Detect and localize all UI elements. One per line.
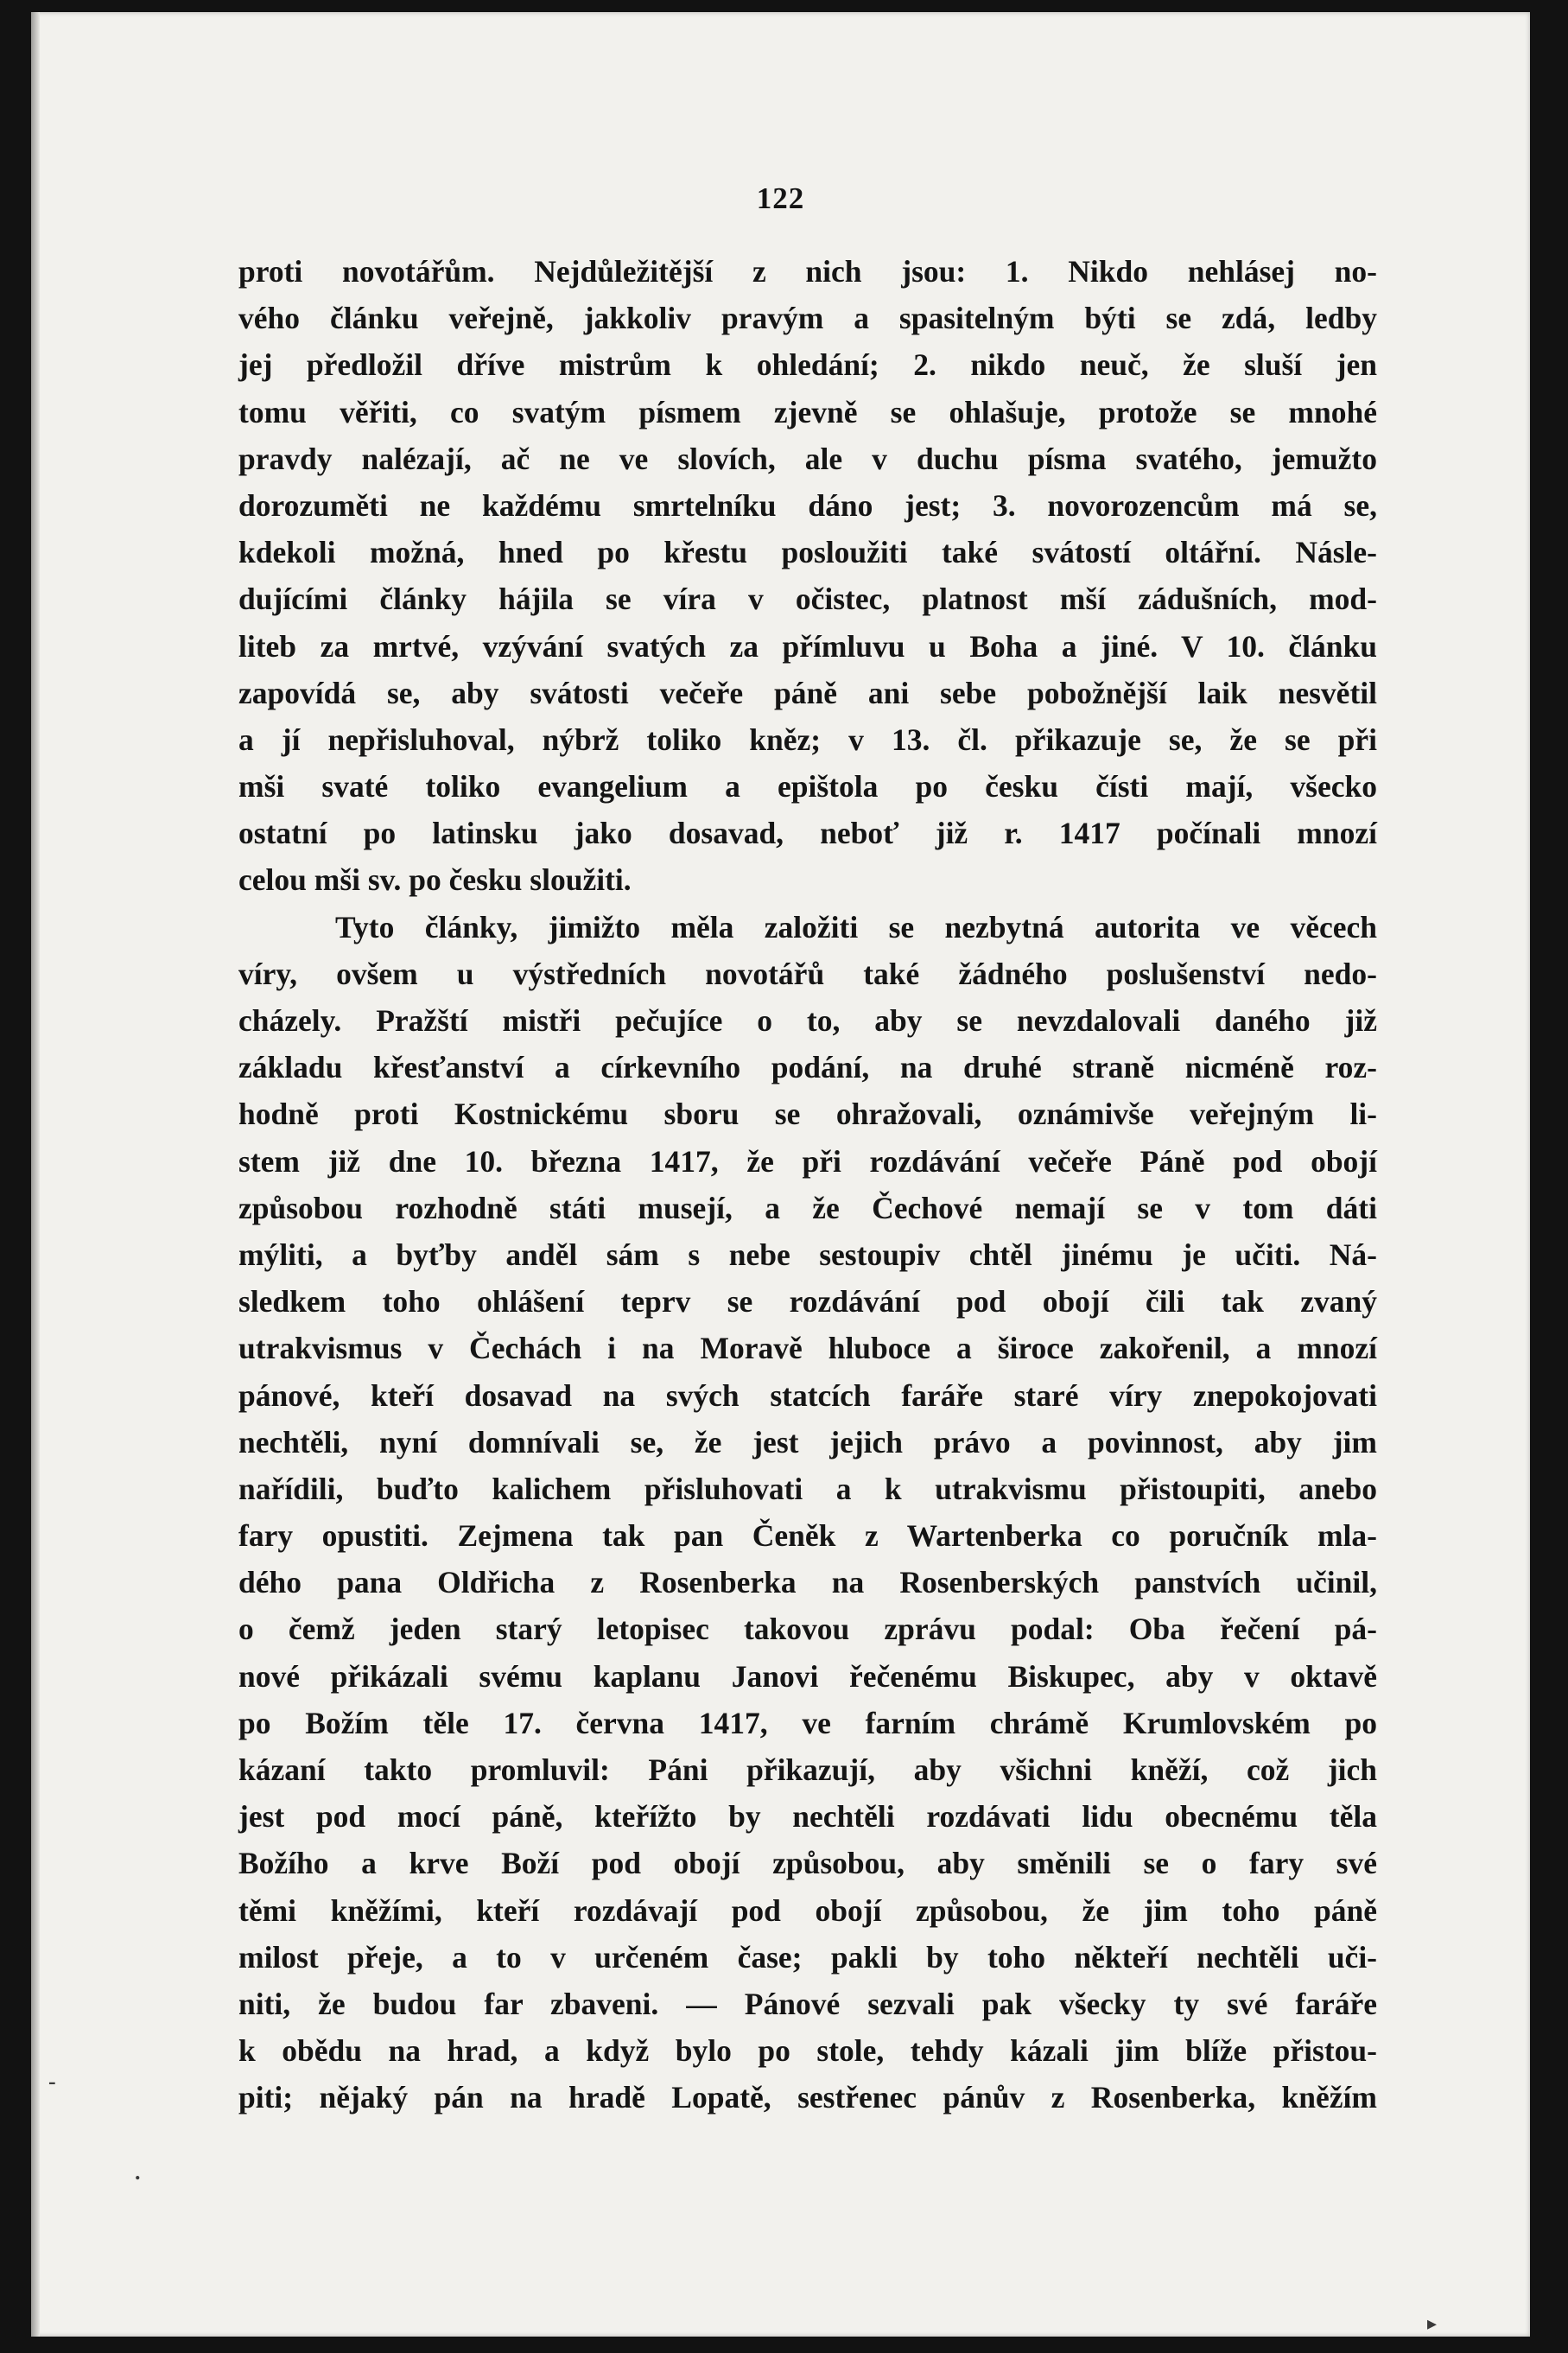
text-line: víry, ovšem u výstředních novotářů také žádného poslušenství nedo- (238, 956, 1377, 991)
scan-speck: ▸ (1427, 2312, 1438, 2334)
text-line: nechtěli, nyní domnívali se, že jest jejich právo a povinnost, aby jim (238, 1424, 1377, 1459)
text-line: pánové, kteří dosavad na svých statcích faráře staré víry znepokojovati (238, 1377, 1377, 1413)
text-line: základu křesťanství a církevního podání, na druhé straně nicméně roz- (238, 1050, 1377, 1085)
text-line: mši svaté toliko evangelium a epištola po česku čísti mají, všecko (238, 769, 1377, 804)
text-line: dorozuměti ne každému smrtelníku dáno jest; 3. novorozencům má se, (238, 487, 1377, 523)
text-line: utrakvismus v Čechách i na Moravě hluboce a široce zakořenil, a mnozí (238, 1331, 1377, 1366)
text-line: Božího a krve Boží pod obojí způsobou, aby směnili se o fary své (238, 1846, 1377, 1881)
text-line: a jí nepřisluhoval, nýbrž toliko kněz; v 13. čl. přikazuje se, že se při (238, 722, 1377, 757)
text-line: cházely. Pražští mistři pečujíce o to, aby se nevzdalovali daného již (238, 1003, 1377, 1038)
page-spine-shadow (31, 12, 40, 2337)
text-line: dujícími články hájila se víra v očistec, platnost mší zádušních, mod- (238, 582, 1377, 617)
text-line: fary opustiti. Zejmena tak pan Čeněk z Wartenberka co poručník mla- (238, 1518, 1377, 1554)
paragraph-end-line: celou mši sv. po česku sloužiti. (238, 862, 632, 898)
text-line: ostatní po latinsku jako dosavad, neboť již r. 1417 počínali mnozí (238, 816, 1377, 851)
text-line: zapovídá se, aby svátosti večeře páně ani sebe pobožnější laik nesvětil (238, 675, 1377, 710)
paragraph-start-line: Tyto články, jimižto měla založiti se nezbytná autorita ve věcech (335, 909, 1377, 944)
text-line: způsobou rozhodně státi musejí, a že Čechové nemají se v tom dáti (238, 1190, 1377, 1225)
text-line: milost přeje, a to v určeném čase; pakli by toho někteří nechtěli uči- (238, 1939, 1377, 1975)
text-line: jest pod mocí páně, kteřížto by nechtěli rozdávati lidu obecnému těla (238, 1799, 1377, 1835)
text-line: pravdy nalézají, ač ne ve slovích, ale v duchu písma svatého, jemužto (238, 441, 1377, 476)
text-line: stem již dne 10. března 1417, že při rozdávání večeře Páně pod obojí (238, 1143, 1377, 1179)
text-line: sledkem toho ohlášení teprv se rozdávání pod obojí čili tak zvaný (238, 1284, 1377, 1320)
page-number: 122 (756, 181, 805, 215)
text-line: o čemž jeden starý letopisec takovou zprávu podal: Oba řečení pá- (238, 1612, 1377, 1647)
text-line: kázaní takto promluvil: Páni přikazují, aby všichni kněží, což jich (238, 1752, 1377, 1787)
text-line: piti; nějaký pán na hradě Lopatě, sestřenec pánův z Rosenberka, kněžím (238, 2080, 1377, 2115)
text-line: po Božím těle 17. června 1417, ve farním chrámě Krumlovském po (238, 1705, 1377, 1740)
text-line: k obědu na hrad, a když bylo po stole, tehdy kázali jim blíže přistou- (238, 2033, 1377, 2069)
text-line: proti novotářům. Nejdůležitější z nich jsou: 1. Nikdo nehlásej no- (238, 254, 1377, 289)
text-line: jej předložil dříve mistrům k ohledání; 2. nikdo neuč, že sluší jen (238, 347, 1377, 383)
scanned-page (31, 12, 1530, 2337)
body-text (238, 248, 1377, 2121)
text-line: niti, že budou far zbaveni. — Pánové sezvali pak všecky ty své faráře (238, 1986, 1377, 2021)
text-line: nové přikázali svému kaplanu Janovi řečenému Biskupec, aby v oktavě (238, 1658, 1377, 1694)
scan-speck: - (48, 2069, 56, 2094)
text-line: těmi kněžími, kteří rozdávají pod obojí způsobou, že jim toho páně (238, 1892, 1377, 1928)
text-line: liteb za mrtvé, vzývání svatých za přímluvu u Boha a jiné. V 10. článku (238, 628, 1377, 664)
text-line: hodně proti Kostnickému sboru se ohražovali, oznámivše veřejným li- (238, 1097, 1377, 1132)
text-line: kdekoli možná, hned po křestu posloužiti také svátostí oltářní. Násle- (238, 535, 1377, 570)
text-line: mýliti, a byťby anděl sám s nebe sestoupiv chtěl jinému je učiti. Ná- (238, 1237, 1377, 1272)
scan-speck: . (135, 2159, 141, 2184)
text-line: tomu věřiti, co svatým písmem zjevně se ohlašuje, protože se mnohé (238, 394, 1377, 429)
text-line: vého článku veřejně, jakkoliv pravým a spasitelným býti se zdá, ledby (238, 301, 1377, 336)
text-line: dého pana Oldřicha z Rosenberka na Rosenberských panstvích učinil, (238, 1565, 1377, 1600)
text-line: nařídili, buďto kalichem přisluhovati a k utrakvismu přistoupiti, anebo (238, 1471, 1377, 1506)
